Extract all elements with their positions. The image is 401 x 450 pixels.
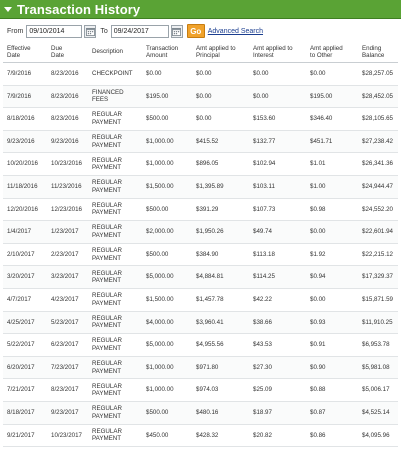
table-row[interactable] xyxy=(3,153,398,176)
cell-line: PAYMENT xyxy=(92,299,121,307)
cell-line: PAYMENT xyxy=(92,367,121,375)
cell-other: $0.93 xyxy=(306,311,358,334)
cell-description xyxy=(88,379,142,402)
column-header-line: Effective xyxy=(7,44,31,52)
column-header-due-date xyxy=(47,42,88,63)
cell-interest: $132.77 xyxy=(249,130,306,153)
cell-other: $0.00 xyxy=(306,288,358,311)
cell-effective-date: 7/21/2017 xyxy=(3,379,47,402)
cell-line: REGULAR xyxy=(92,427,122,435)
cell-interest: $153.60 xyxy=(249,108,306,131)
table-row[interactable] xyxy=(3,63,398,86)
cell-line: PAYMENT xyxy=(92,322,121,330)
table-body xyxy=(3,63,398,447)
cell-due-date: 7/23/2017 xyxy=(47,356,88,379)
cell-other: $0.00 xyxy=(306,221,358,244)
cell-principal: $0.00 xyxy=(192,108,249,131)
column-header-other xyxy=(306,42,358,63)
table-row[interactable] xyxy=(3,401,398,424)
cell-principal: $391.29 xyxy=(192,198,249,221)
column-header-line: Amt applied xyxy=(310,44,343,52)
cell-ending-balance: $11,910.25 xyxy=(358,311,398,334)
cell-line: FEES xyxy=(92,96,109,104)
cell-transaction-amount: $1,500.00 xyxy=(142,288,192,311)
column-header-line: Principal xyxy=(196,52,220,59)
cell-description xyxy=(88,221,142,244)
column-header-line: Ending xyxy=(362,44,382,52)
cell-line: PAYMENT xyxy=(92,390,121,398)
cell-other: $346.40 xyxy=(306,108,358,131)
cell-principal: $1,457.78 xyxy=(192,288,249,311)
table-row[interactable] xyxy=(3,108,398,131)
cell-transaction-amount: $500.00 xyxy=(142,108,192,131)
cell-other: $0.94 xyxy=(306,266,358,289)
cell-transaction-amount: $1,500.00 xyxy=(142,175,192,198)
cell-principal: $0.00 xyxy=(192,85,249,108)
cell-interest: $0.00 xyxy=(249,85,306,108)
cell-ending-balance: $6,953.78 xyxy=(358,334,398,357)
cell-effective-date: 7/9/2016 xyxy=(3,63,47,86)
cell-principal: $971.80 xyxy=(192,356,249,379)
cell-principal: $974.03 xyxy=(192,379,249,402)
cell-other: $0.88 xyxy=(306,379,358,402)
column-header-ending-balance xyxy=(358,42,398,63)
cell-due-date: 8/23/2016 xyxy=(47,63,88,86)
cell-ending-balance: $15,871.59 xyxy=(358,288,398,311)
cell-description xyxy=(88,130,142,153)
cell-principal: $384.90 xyxy=(192,243,249,266)
column-header-line: to Other xyxy=(310,52,333,59)
table-row[interactable] xyxy=(3,266,398,289)
calendar-icon[interactable] xyxy=(84,25,96,38)
column-header-line: Interest xyxy=(253,52,274,59)
cell-interest: $103.11 xyxy=(249,175,306,198)
column-header-line: Date xyxy=(7,52,21,59)
column-header-interest xyxy=(249,42,306,63)
cell-effective-date: 6/20/2017 xyxy=(3,356,47,379)
cell-transaction-amount: $195.00 xyxy=(142,85,192,108)
cell-line: REGULAR xyxy=(92,156,122,164)
cell-line: REGULAR xyxy=(92,247,122,255)
table-row[interactable] xyxy=(3,311,398,334)
cell-other: $1.01 xyxy=(306,153,358,176)
table-row[interactable] xyxy=(3,356,398,379)
advanced-search-link[interactable]: Advanced Search xyxy=(207,27,264,35)
cell-interest: $0.00 xyxy=(249,63,306,86)
table-header-row xyxy=(3,42,398,63)
cell-interest: $18.97 xyxy=(249,401,306,424)
cell-due-date: 2/23/2017 xyxy=(47,243,88,266)
cell-due-date: 11/23/2016 xyxy=(47,175,88,198)
cell-interest: $107.73 xyxy=(249,198,306,221)
cell-ending-balance: $17,329.37 xyxy=(358,266,398,289)
cell-principal: $0.00 xyxy=(192,63,249,86)
to-date-input[interactable] xyxy=(111,25,169,38)
cell-line: PAYMENT xyxy=(92,186,121,194)
cell-transaction-amount: $4,000.00 xyxy=(142,311,192,334)
cell-transaction-amount: $450.00 xyxy=(142,424,192,447)
cell-effective-date: 8/18/2016 xyxy=(3,108,47,131)
column-header-transaction-amount xyxy=(142,42,192,63)
cell-due-date: 5/23/2017 xyxy=(47,311,88,334)
cell-ending-balance: $24,944.47 xyxy=(358,175,398,198)
column-header-line: Balance xyxy=(362,52,385,59)
cell-line: PAYMENT xyxy=(92,118,121,126)
cell-transaction-amount: $1,000.00 xyxy=(142,130,192,153)
cell-line: PAYMENT xyxy=(92,412,121,420)
cell-ending-balance: $26,341.36 xyxy=(358,153,398,176)
cell-description xyxy=(88,198,142,221)
cell-other: $0.87 xyxy=(306,401,358,424)
cell-principal: $415.52 xyxy=(192,130,249,153)
cell-line: PAYMENT xyxy=(92,209,121,217)
cell-effective-date: 9/23/2016 xyxy=(3,130,47,153)
column-header-line: Amt applied to xyxy=(196,44,236,52)
cell-ending-balance: $4,525.14 xyxy=(358,401,398,424)
cell-other: $0.00 xyxy=(306,63,358,86)
cell-due-date: 10/23/2017 xyxy=(47,424,88,447)
cell-interest: $114.25 xyxy=(249,266,306,289)
cell-description xyxy=(88,175,142,198)
cell-ending-balance: $24,552.20 xyxy=(358,198,398,221)
cell-interest: $43.53 xyxy=(249,334,306,357)
cell-other: $195.00 xyxy=(306,85,358,108)
cell-due-date: 1/23/2017 xyxy=(47,221,88,244)
cell-line: REGULAR xyxy=(92,134,122,142)
cell-description xyxy=(88,401,142,424)
cell-ending-balance: $28,257.05 xyxy=(358,63,398,86)
cell-effective-date: 3/20/2017 xyxy=(3,266,47,289)
cell-line: REGULAR xyxy=(92,360,122,368)
cell-effective-date: 2/10/2017 xyxy=(3,243,47,266)
cell-due-date: 9/23/2016 xyxy=(47,130,88,153)
cell-line: REGULAR xyxy=(92,314,122,322)
cell-principal: $4,955.56 xyxy=(192,334,249,357)
cell-transaction-amount: $1,000.00 xyxy=(142,153,192,176)
cell-due-date: 9/23/2017 xyxy=(47,401,88,424)
cell-line: PAYMENT xyxy=(92,435,121,443)
cell-other: $451.71 xyxy=(306,130,358,153)
cell-due-date: 6/23/2017 xyxy=(47,334,88,357)
caret-down-icon[interactable] xyxy=(4,7,12,12)
cell-due-date: 3/23/2017 xyxy=(47,266,88,289)
cell-effective-date: 1/4/2017 xyxy=(3,221,47,244)
cell-other: $0.91 xyxy=(306,334,358,357)
cell-description xyxy=(88,311,142,334)
cell-transaction-amount: $500.00 xyxy=(142,401,192,424)
cell-due-date: 12/23/2016 xyxy=(47,198,88,221)
cell-effective-date: 4/7/2017 xyxy=(3,288,47,311)
from-date-input[interactable] xyxy=(26,25,82,38)
cell-line: REGULAR xyxy=(92,224,122,232)
cell-due-date: 8/23/2016 xyxy=(47,108,88,131)
cell-line: REGULAR xyxy=(92,179,122,187)
cell-due-date: 4/23/2017 xyxy=(47,288,88,311)
cell-effective-date: 12/20/2016 xyxy=(3,198,47,221)
table-row[interactable] xyxy=(3,243,398,266)
cell-transaction-amount: $2,000.00 xyxy=(142,221,192,244)
cell-line: REGULAR xyxy=(92,201,122,209)
cell-interest: $38.66 xyxy=(249,311,306,334)
table-row[interactable] xyxy=(3,85,398,108)
cell-principal: $1,950.26 xyxy=(192,221,249,244)
cell-ending-balance: $28,452.05 xyxy=(358,85,398,108)
cell-ending-balance: $5,981.08 xyxy=(358,356,398,379)
cell-description xyxy=(88,243,142,266)
cell-principal: $1,395.89 xyxy=(192,175,249,198)
cell-principal: $896.05 xyxy=(192,153,249,176)
cell-ending-balance: $27,238.42 xyxy=(358,130,398,153)
panel-title: Transaction History xyxy=(17,1,141,17)
column-header-line: Due xyxy=(51,44,63,52)
table-row[interactable] xyxy=(3,175,398,198)
to-label: To xyxy=(100,27,108,35)
table-row[interactable] xyxy=(3,130,398,153)
table-row[interactable] xyxy=(3,198,398,221)
date-filter-bar xyxy=(0,20,401,42)
cell-effective-date: 10/20/2016 xyxy=(3,153,47,176)
cell-effective-date: 7/9/2016 xyxy=(3,85,47,108)
go-button[interactable]: Go xyxy=(187,24,205,38)
cell-line: REGULAR xyxy=(92,382,122,390)
transaction-table xyxy=(3,42,398,447)
from-label: From xyxy=(7,27,24,35)
column-header-line: Date xyxy=(51,52,65,59)
cell-description xyxy=(88,108,142,131)
cell-principal: $480.16 xyxy=(192,401,249,424)
cell-due-date: 8/23/2016 xyxy=(47,85,88,108)
cell-interest: $102.94 xyxy=(249,153,306,176)
cell-principal: $4,884.81 xyxy=(192,266,249,289)
cell-interest: $25.09 xyxy=(249,379,306,402)
cell-interest: $42.22 xyxy=(249,288,306,311)
cell-description xyxy=(88,356,142,379)
column-header-line: Transaction xyxy=(146,44,179,52)
table-row[interactable] xyxy=(3,221,398,244)
panel-header[interactable] xyxy=(0,0,401,19)
cell-other: $0.98 xyxy=(306,198,358,221)
cell-due-date: 8/23/2017 xyxy=(47,379,88,402)
cell-line: PAYMENT xyxy=(92,231,121,239)
cell-line: PAYMENT xyxy=(92,344,121,352)
cell-principal: $428.32 xyxy=(192,424,249,447)
column-header-line: Amt applied to xyxy=(253,44,293,52)
cell-description xyxy=(88,266,142,289)
cell-transaction-amount: $0.00 xyxy=(142,63,192,86)
cell-line: PAYMENT xyxy=(92,141,121,149)
cell-line: REGULAR xyxy=(92,405,122,413)
cell-interest: $113.18 xyxy=(249,243,306,266)
cell-transaction-amount: $500.00 xyxy=(142,198,192,221)
cell-other: $1.92 xyxy=(306,243,358,266)
cell-other: $1.00 xyxy=(306,175,358,198)
cell-line: PAYMENT xyxy=(92,277,121,285)
cell-other: $0.90 xyxy=(306,356,358,379)
cell-interest: $20.82 xyxy=(249,424,306,447)
cell-effective-date: 11/18/2016 xyxy=(3,175,47,198)
cell-transaction-amount: $5,000.00 xyxy=(142,266,192,289)
cell-line: REGULAR xyxy=(92,111,122,119)
cell-effective-date: 5/22/2017 xyxy=(3,334,47,357)
cell-description xyxy=(88,334,142,357)
cell-other: $0.86 xyxy=(306,424,358,447)
cell-due-date: 10/23/2016 xyxy=(47,153,88,176)
column-header-effective-date xyxy=(3,42,47,63)
table-row[interactable] xyxy=(3,424,398,447)
column-header-description xyxy=(88,42,142,63)
cell-ending-balance: $22,601.94 xyxy=(358,221,398,244)
cell-ending-balance: $4,095.96 xyxy=(358,424,398,447)
column-header-line: Amount xyxy=(146,52,168,59)
cell-description xyxy=(88,85,142,108)
cell-transaction-amount: $1,000.00 xyxy=(142,379,192,402)
cell-description xyxy=(88,63,142,86)
table-row[interactable] xyxy=(3,334,398,357)
cell-line: PAYMENT xyxy=(92,164,121,172)
cell-transaction-amount: $500.00 xyxy=(142,243,192,266)
cell-transaction-amount: $1,000.00 xyxy=(142,356,192,379)
cell-principal: $3,960.41 xyxy=(192,311,249,334)
cell-ending-balance: $5,006.17 xyxy=(358,379,398,402)
calendar-icon[interactable] xyxy=(171,25,183,38)
cell-interest: $27.30 xyxy=(249,356,306,379)
cell-transaction-amount: $5,000.00 xyxy=(142,334,192,357)
cell-line: PAYMENT xyxy=(92,254,121,262)
cell-effective-date: 8/18/2017 xyxy=(3,401,47,424)
cell-description xyxy=(88,424,142,447)
cell-line: REGULAR xyxy=(92,292,122,300)
cell-effective-date: 4/25/2017 xyxy=(3,311,47,334)
cell-line: FINANCED xyxy=(92,88,124,96)
column-header-principal xyxy=(192,42,249,63)
cell-interest: $49.74 xyxy=(249,221,306,244)
table-row[interactable] xyxy=(3,379,398,402)
cell-line: REGULAR xyxy=(92,337,122,345)
cell-description xyxy=(88,288,142,311)
cell-line: CHECKPOINT xyxy=(92,70,133,78)
column-header-line: Description xyxy=(92,48,123,56)
cell-ending-balance: $22,215.12 xyxy=(358,243,398,266)
cell-line: REGULAR xyxy=(92,269,122,277)
cell-ending-balance: $28,105.65 xyxy=(358,108,398,131)
table-row[interactable] xyxy=(3,288,398,311)
cell-effective-date: 9/21/2017 xyxy=(3,424,47,447)
cell-description xyxy=(88,153,142,176)
